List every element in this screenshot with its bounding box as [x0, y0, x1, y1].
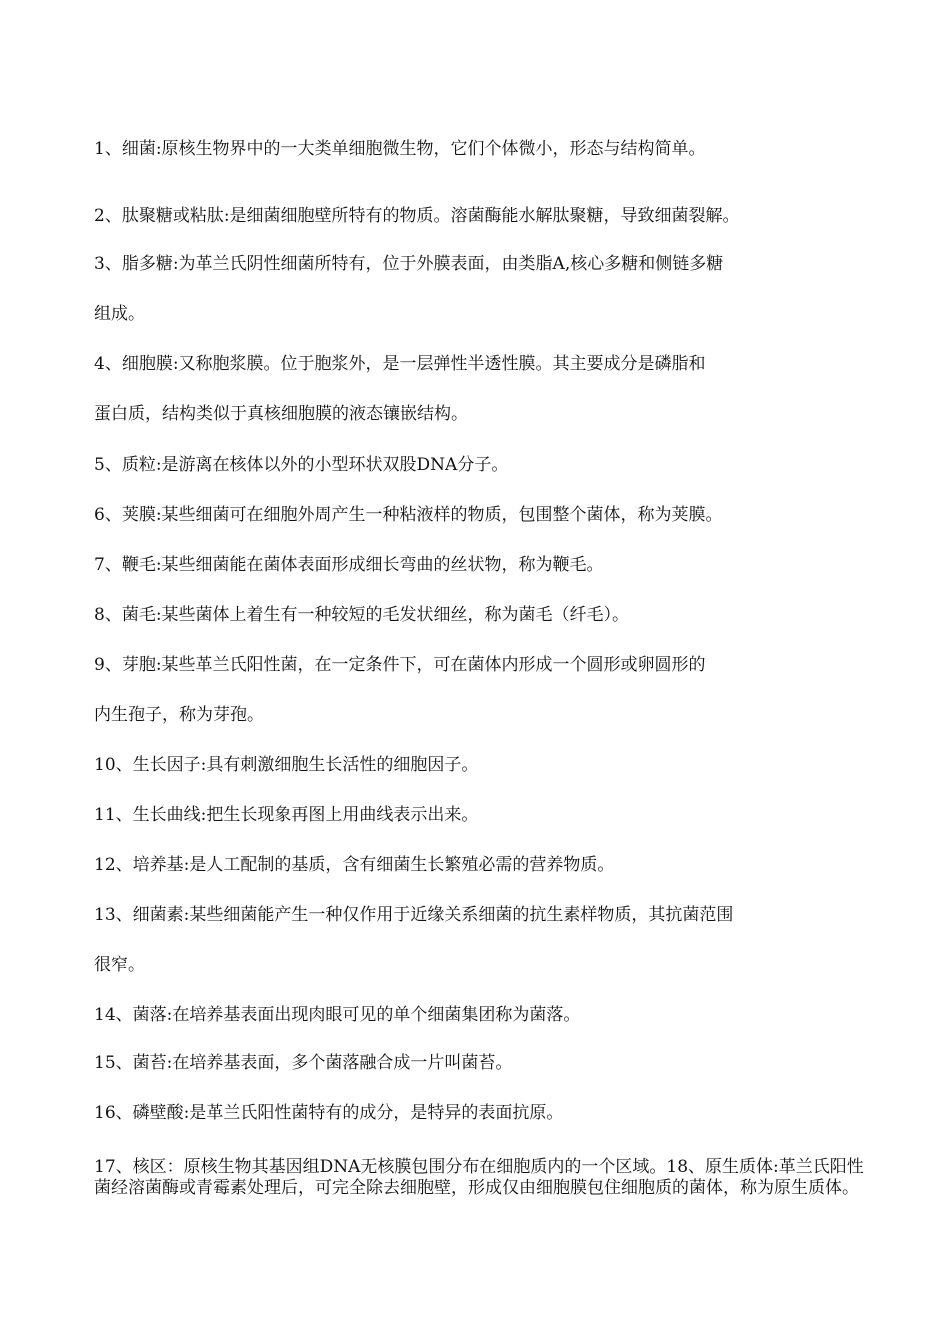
text-line-8: 8、菌毛:某些菌体上着生有一种较短的毛发状细丝，称为菌毛（纤毛）。: [94, 605, 630, 625]
text-line-9-cont: 内生孢子，称为芽孢。: [94, 705, 264, 725]
text-line-4-cont: 蛋白质，结构类似于真核细胞膜的液态镶嵌结构。: [94, 404, 468, 424]
text-line-10: 10、生长因子:具有刺激细胞生长活性的细胞因子。: [94, 755, 479, 775]
text-line-6: 6、荚膜:某些细菌可在细胞外周产生一种粘液样的物质，包围整个菌体，称为荚膜。: [94, 505, 723, 525]
text-line-13-cont: 很窄。: [94, 955, 145, 975]
text-line-9: 9、芽胞:某些革兰氏阳性菌，在一定条件下，可在菌体内形成一个圆形或卵圆形的: [94, 655, 706, 675]
text-line-14: 14、菌落:在培养基表面出现肉眼可见的单个细菌集团称为菌落。: [94, 1005, 581, 1025]
text-line-16: 16、磷壁酸:是革兰氏阳性菌特有的成分，是特异的表面抗原。: [94, 1103, 564, 1123]
text-line-1: 1、细菌:原核生物界中的一大类单细胞微生物，它们个体微小，形态与结构简单。: [94, 139, 706, 159]
text-paragraph-17-18: 17、核区：原核生物其基因组DNA无核膜包围分布在细胞质内的一个区域。18、原生质体:革兰氏阳性菌经溶菌酶或青霉素处理后，可完全除去细胞壁，形成仅由细胞膜包住细胞质的菌体，称为原生质体。: [94, 1157, 864, 1198]
text-line-13: 13、细菌素:某些细菌能产生一种仅作用于近缘关系细菌的抗生素样物质，其抗菌范围: [94, 905, 734, 925]
text-line-4: 4、细胞膜:又称胞浆膜。位于胞浆外，是一层弹性半透性膜。其主要成分是磷脂和: [94, 354, 706, 374]
text-line-7: 7、鞭毛:某些细菌能在菌体表面形成细长弯曲的丝状物，称为鞭毛。: [94, 555, 604, 575]
text-line-2: 2、肽聚糖或粘肽:是细菌细胞壁所特有的物质。溶菌酶能水解肽聚糖，导致细菌裂解。: [94, 206, 740, 226]
text-line-11: 11、生长曲线:把生长现象再图上用曲线表示出来。: [94, 805, 479, 825]
text-line-12: 12、培养基:是人工配制的基质，含有细菌生长繁殖必需的营养物质。: [94, 855, 615, 875]
text-line-15: 15、菌苔:在培养基表面，多个菌落融合成一片叫菌苔。: [94, 1053, 513, 1073]
text-line-3-cont: 组成。: [94, 304, 145, 324]
text-line-5: 5、质粒:是游离在核体以外的小型环状双股DNA分子。: [94, 455, 509, 475]
text-line-3: 3、脂多糖:为革兰氏阴性细菌所特有，位于外膜表面，由类脂A,核心多糖和侧链多糖: [94, 254, 724, 274]
